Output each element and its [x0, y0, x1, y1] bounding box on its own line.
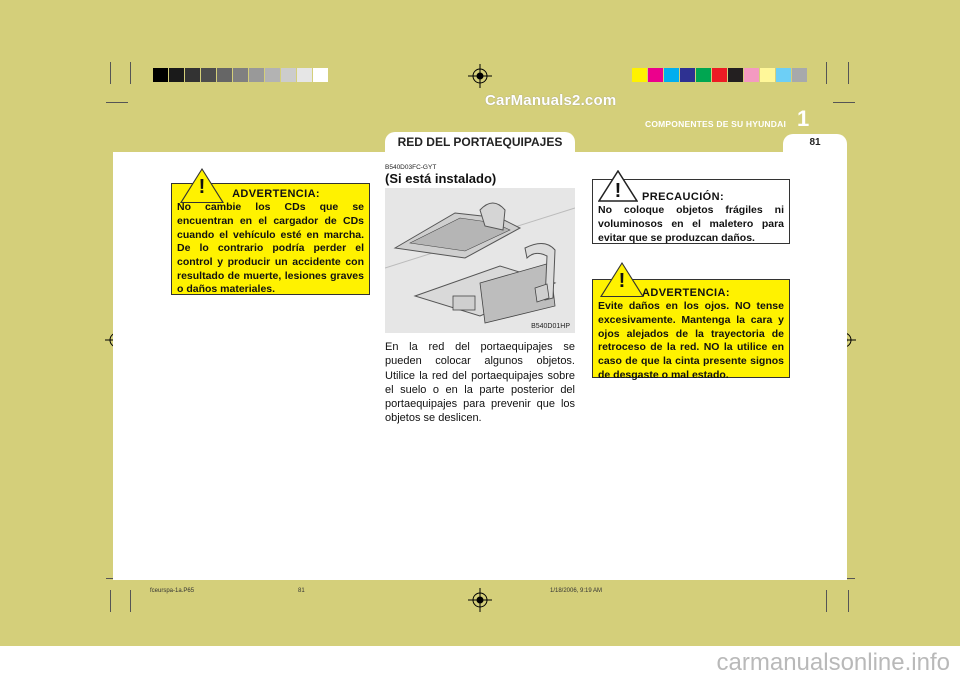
section-label: COMPONENTES DE SU HYUNDAI — [645, 119, 787, 129]
registration-target-icon — [468, 588, 492, 612]
caution-text: No coloque objetos frágiles ni voluminosos en el maletero para evitar que se produzcan daños. — [598, 204, 784, 244]
grayscale-swatch — [313, 68, 328, 82]
crop-mark — [130, 590, 131, 612]
color-swatch — [792, 68, 807, 82]
grayscale-swatch — [297, 68, 312, 82]
exclamation-triangle-icon: ! — [180, 168, 224, 203]
page-number: 81 — [783, 134, 847, 152]
chapter-number: 1 — [797, 106, 810, 131]
crop-mark — [106, 102, 128, 103]
grayscale-swatch — [217, 68, 232, 82]
registration-target-icon — [468, 64, 492, 88]
color-swatch — [776, 68, 791, 82]
svg-text:!: ! — [614, 180, 622, 202]
warning-text: No cambie los CDs que se encuentran en el cargador de CDs cuando el vehículo esté en marcha. De lo contrario podría perder el control y producir un accidente con resultado de muerte, lesiones graves o daños materiales. — [177, 201, 364, 296]
color-swatch — [744, 68, 759, 82]
crop-mark — [833, 102, 855, 103]
grayscale-swatch — [169, 68, 184, 82]
color-swatch — [680, 68, 695, 82]
exclamation-triangle-icon — [598, 170, 638, 202]
grayscale-swatch — [249, 68, 264, 82]
grayscale-swatch — [201, 68, 216, 82]
color-swatch — [760, 68, 775, 82]
crop-mark — [848, 62, 849, 84]
color-swatch — [664, 68, 679, 82]
color-calibration-bar — [632, 68, 808, 82]
grayscale-swatch — [185, 68, 200, 82]
grayscale-calibration-bar — [153, 68, 329, 82]
crop-mark — [826, 590, 827, 612]
grayscale-swatch — [281, 68, 296, 82]
crop-mark — [130, 62, 131, 84]
section-title: RED DEL PORTAEQUIPAJES — [385, 132, 575, 152]
color-swatch — [648, 68, 663, 82]
crop-mark — [826, 62, 827, 84]
sub-heading: (Si está instalado) — [385, 171, 497, 186]
caution-title: PRECAUCIÓN: — [642, 191, 725, 203]
bottom-watermark-strip — [0, 646, 960, 678]
figure-caption: B540D01HP — [531, 323, 570, 330]
cargo-net-drawing — [385, 188, 575, 333]
bottom-watermark-text: carmanualsonline.info — [716, 649, 950, 676]
grayscale-swatch — [265, 68, 280, 82]
grayscale-swatch — [233, 68, 248, 82]
warning-text: Evite daños en los ojos. NO tense excesivamente. Mantenga la cara y ojos alejados de la trayectoria de retroceso de la red. NO la utilice en caso de que la cinta presente signos de desgaste o mal estado. — [598, 300, 784, 381]
crop-mark — [110, 590, 111, 612]
footer-date: 1/18/2006, 9:19 AM — [550, 588, 603, 594]
color-swatch — [712, 68, 727, 82]
color-swatch — [696, 68, 711, 82]
exclamation-triangle-icon: ! — [600, 262, 644, 297]
body-paragraph: En la red del portaequipajes se pueden colocar algunos objetos. Utilice la red del portaequipajes sobre el suelo o en la parte posterior del portaequipajes para prevenir que los objetos se deslicen. — [385, 341, 575, 425]
footer-page: 81 — [298, 588, 305, 594]
grayscale-swatch — [153, 68, 168, 82]
site-watermark: CarManuals2.com — [485, 92, 617, 109]
warning-title: ADVERTENCIA: — [232, 188, 320, 200]
crop-mark — [848, 590, 849, 612]
footer-file: fceurspa-1a.P65 — [150, 588, 195, 594]
crop-mark — [110, 62, 111, 84]
reference-code: B540D03FC-GYT — [385, 164, 437, 171]
color-swatch — [728, 68, 743, 82]
cargo-net-illustration — [385, 188, 575, 333]
color-swatch — [632, 68, 647, 82]
warning-title: ADVERTENCIA: — [642, 287, 730, 299]
